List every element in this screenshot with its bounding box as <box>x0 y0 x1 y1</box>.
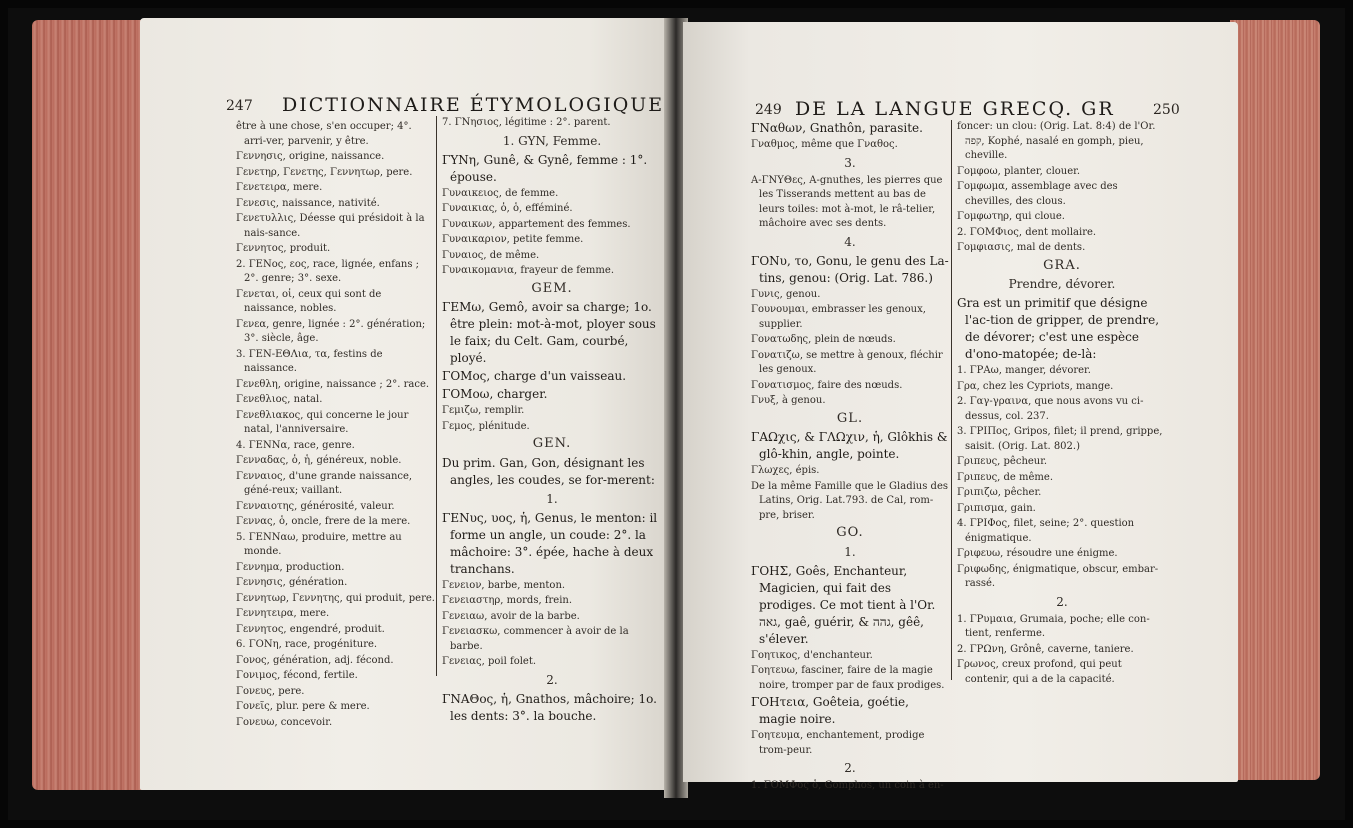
dictionary-entry: Γομφιασις, mal de dents. <box>957 242 1086 253</box>
dictionary-entry: Γοητευω, fasciner, faire de la magie noire, tromper par de faux prodiges. <box>751 665 945 691</box>
right-page-edges <box>1230 20 1320 780</box>
dictionary-entry: Γονατισμος, faire des nœuds. <box>751 379 903 391</box>
dictionary-entry: Γονευς, pere. <box>236 685 305 697</box>
dictionary-entry: 3. ΓΡΙΠος, Gripos, filet; il prend, grippe, saisit. (Orig. Lat. 802.) <box>957 426 1163 452</box>
dictionary-entry: Γενειαω, avoir de la barbe. <box>442 610 580 622</box>
dictionary-entry: Γυναικειος, de femme. <box>442 187 559 199</box>
dictionary-entry: Γεμιζω, remplir. <box>442 405 525 416</box>
dictionary-entry: Γενειας, poil folet. <box>442 656 537 667</box>
dictionary-entry: Γενεθλιος, natal. <box>236 394 323 405</box>
dictionary-entry: GEN. <box>532 436 572 451</box>
dictionary-entry: Γομφοω, planter, clouer. <box>957 165 1081 177</box>
dictionary-entry: ΓΑΩχις, & ΓΛΩχιν, ἡ, Glôkhis & glô-khin, angle, pointe. <box>751 430 948 461</box>
dictionary-entry: Γενειαστηρ, mords, frein. <box>442 595 573 606</box>
page-number: 247 <box>226 98 253 114</box>
dictionary-entry: ΓΕΝυς, υος, ἡ, Genus, le menton: il forme un angle, un coude: 2°. la mâchoire: 3°. épée, hache à deux tranchans. <box>442 510 658 576</box>
page-number-right: 250 <box>1153 102 1180 118</box>
dictionary-entry: Γενετυλλις, Déesse qui présidoit à la nais-sance. <box>236 213 425 239</box>
dictionary-entry: Γονατιζω, se mettre à genoux, fléchir les genoux. <box>751 349 943 375</box>
dictionary-entry: Γενετειρα, mere. <box>236 182 323 193</box>
dictionary-entry: Γενναιοτης, générosité, valeur. <box>236 500 395 512</box>
dictionary-entry: Γενειον, barbe, menton. <box>442 579 566 591</box>
dictionary-entry: Γριπιζω, pêcher. <box>957 487 1042 498</box>
dictionary-entry: Γενεθλη, origine, naissance ; 2°. race. <box>236 378 430 390</box>
dictionary-entry: 2. <box>844 761 856 775</box>
dictionary-entry: Γεννητωρ, Γεννητης, qui produit, pere. <box>236 592 435 604</box>
dictionary-entry: Γεμος, plénitude. <box>442 420 530 432</box>
dictionary-entry: Α-ΓΝΥΘες, A-gnuthes, les pierres que les Tisserands mettent au bas de leurs toiles: mot à-mot, le râ-telier, mâchoire avec ses dents. <box>751 174 943 229</box>
dictionary-entry: foncer: un clou: (Orig. Lat. 8:4) de l'Or. קפה, Kophé, nasalé en gomph, pieu, cheville. <box>957 121 1156 161</box>
dictionary-entry: être à une chose, s'en occuper; 4°. arri-ver, parvenir, y être. <box>236 121 412 147</box>
left-column-a <box>236 120 436 731</box>
dictionary-entry: Du prim. Gan, Gon, désignant les angles, les coudes, se for-merent: <box>442 455 655 487</box>
column-rule <box>436 116 437 676</box>
dictionary-entry: Γρα, chez les Cypriots, mange. <box>957 380 1114 392</box>
dictionary-entry: Γονατωδης, plein de nœuds. <box>751 334 896 345</box>
dictionary-entry: 2. Γαγ-γραινα, que nous avons vu ci-dessus, col. 237. <box>957 396 1144 422</box>
dictionary-entry: 2. <box>1056 594 1068 609</box>
dictionary-entry: 2. <box>546 672 558 687</box>
dictionary-entry: 1. <box>844 544 856 559</box>
dictionary-entry: GRA. <box>1043 257 1081 273</box>
dictionary-entry: Γριπισμα, gain. <box>957 502 1036 514</box>
dictionary-entry: Γυναικαριον, petite femme. <box>442 234 584 245</box>
dictionary-entry: Γυναιος, de même. <box>442 249 540 261</box>
dictionary-entry: 2. ΓΟΜΦιος, dent mollaire. <box>957 226 1097 238</box>
dictionary-entry: Γοητικος, d'enchanteur. <box>751 649 873 661</box>
dictionary-entry: Γονευω, concevoir. <box>236 716 333 728</box>
dictionary-entry: Prendre, dévorer. <box>1008 277 1116 291</box>
dictionary-entry: ΓΕΜω, Gemô, avoir sa charge; 1o. être plein: mot-à-mot, ployer sous le faix; du Celt. Gam, courbé, ployé. <box>442 300 656 365</box>
dictionary-entry: Γυναικομανια, frayeur de femme. <box>442 265 614 276</box>
dictionary-entry: Γονιμος, fécond, fertile. <box>236 670 358 681</box>
dictionary-entry: Γενειασκω, commencer à avoir de la barbe. <box>442 626 629 652</box>
dictionary-entry: 1. ΓΡυμαια, Grumaia, poche; elle con-tient, renferme. <box>957 613 1150 639</box>
dictionary-entry: Γομφωτηρ, qui cloue. <box>957 211 1065 222</box>
dictionary-entry: Γονος, génération, adj. fécond. <box>236 654 394 666</box>
dictionary-entry: Gra est un primitif que désigne l'ac-tion de gripper, de prendre, de dévorer; c'est une espèce d'ono-matopée; de-là: <box>957 296 1160 361</box>
dictionary-entry: Γεννημα, production. <box>236 561 345 573</box>
dictionary-entry: ΓΟΜος, charge d'un vaisseau. <box>442 369 627 383</box>
dictionary-entry: Γριπευς, pêcheur. <box>957 456 1048 467</box>
dictionary-entry: Γεννητος, produit. <box>236 243 331 254</box>
page-number-left: 249 <box>755 102 782 118</box>
dictionary-entry: 5. ΓΕΝΝαω, produire, mettre au monde. <box>236 531 402 557</box>
left-page <box>140 18 668 790</box>
dictionary-entry: GO. <box>836 525 864 540</box>
dictionary-entry: GEM. <box>531 280 573 296</box>
dictionary-entry: 7. ΓΝησιος, légitime : 2°. parent. <box>442 117 611 128</box>
dictionary-entry: ΓΟΝυ, το, Gonu, le genu des La-tins, genou: (Orig. Lat. 786.) <box>751 253 949 285</box>
right-column-b <box>957 120 1167 688</box>
dictionary-entry: Γεννησις, origine, naissance. <box>236 151 385 162</box>
dictionary-entry: 1. <box>546 491 558 506</box>
dictionary-entry: 1. GYN, Femme. <box>502 133 602 148</box>
dictionary-entry: Γνυξ, à genou. <box>751 395 826 406</box>
dictionary-entry: Γριπευς, de même. <box>957 471 1054 483</box>
left-page-edges <box>32 20 150 790</box>
dictionary-entry: Γοητευμα, enchantement, prodige trom-peur. <box>751 730 925 756</box>
dictionary-entry: ΓΝΑΘος, ἡ, Gnathos, mâchoire; 1o. les dents: 3°. la bouche. <box>442 691 657 723</box>
dictionary-entry: Γριφευω, résoudre une énigme. <box>957 548 1118 559</box>
dictionary-entry: Γλωχες, épis. <box>751 465 820 476</box>
dictionary-entry: Γυναικιας, ὁ, ὁ, efféminé. <box>442 203 573 214</box>
dictionary-entry: Γενναιος, d'une grande naissance, géné-reux; vaillant. <box>236 470 413 496</box>
dictionary-entry: Γονεῖς, plur. pere & mere. <box>236 701 370 712</box>
dictionary-entry: 2. ΓΕΝος, εος, race, lignée, enfans ; 2°. genre; 3°. sexe. <box>236 258 420 284</box>
dictionary-entry: Γρωνος, creux profond, qui peut contenir, qui a de la capacité. <box>957 659 1122 685</box>
dictionary-entry: Γενναδας, ὁ, ἡ, généreux, noble. <box>236 455 402 466</box>
dictionary-entry: Γεννας, ὁ, oncle, frere de la mere. <box>236 516 411 527</box>
dictionary-entry: 3. ΓΕΝ-ΕΘΛια, τα, festins de naissance. <box>236 348 383 374</box>
right-column-a <box>751 120 949 795</box>
dictionary-entry: Γναθμος, même que Γναθος. <box>751 139 898 150</box>
dictionary-entry: 3. <box>844 155 856 170</box>
dictionary-entry: 1. ΓΡΑω, manger, dévorer. <box>957 365 1091 376</box>
dictionary-entry: 6. ΓΟΝη, race, progéniture. <box>236 639 378 650</box>
dictionary-entry: ΓΝαθων, Gnathôn, parasite. <box>751 121 923 135</box>
dictionary-entry: Γενεται, οἱ, ceux qui sont de naissance, nobles. <box>236 288 382 314</box>
dictionary-entry: Γενεσις, naissance, nativité. <box>236 197 380 209</box>
dictionary-entry: ΓΟΗτεια, Goêteia, goétie, magie noire. <box>751 695 909 726</box>
dictionary-entry: GL. <box>836 410 864 426</box>
dictionary-entry: Γυνις, genou. <box>751 288 821 300</box>
running-head: DE LA LANGUE GRECQ. GR <box>795 98 1115 120</box>
dictionary-entry: 4. <box>844 234 856 249</box>
right-page <box>683 22 1238 791</box>
left-column-b <box>442 116 662 726</box>
dictionary-entry: Γεννητος, engendré, produit. <box>236 623 385 635</box>
dictionary-entry: Γενεθλιακος, qui concerne le jour natal, l'anniversaire. <box>236 409 409 435</box>
column-rule <box>951 120 952 680</box>
dictionary-entry: Γομφωμα, assemblage avec des chevilles, des clous. <box>957 181 1118 207</box>
dictionary-entry: 2. ΓΡΩνη, Grônê, caverne, taniere. <box>957 643 1134 655</box>
dictionary-entry: 1. ΓΟΜΦος ὁ, Gomphos, un coin à en- <box>751 780 944 791</box>
dictionary-entry: ΓΟΜοω, charger. <box>442 387 548 401</box>
dictionary-entry: ΓΟΗΣ, Goês, Enchanteur, Magicien, qui fait des prodiges. Ce mot tient à l'Or. גאה, gaê, guérir, & גהה, gêê, s'élever. <box>751 563 936 646</box>
dictionary-entry: 4. ΓΡΙΦος, filet, seine; 2°. question énigmatique. <box>957 518 1135 544</box>
dictionary-entry: ΓΥΝη, Gunê, & Gynê, femme : 1°. épouse. <box>442 152 648 184</box>
dictionary-entry: Γεννησις, génération. <box>236 577 348 588</box>
dictionary-entry: Γενετηρ, Γενετης, Γεννητωρ, pere. <box>236 166 413 178</box>
dictionary-entry: Γεννητειρα, mere. <box>236 608 330 619</box>
dictionary-entry: De la même Famille que le Gladius des Latins, Orig. Lat.793. de Cal, rom-pre, briser. <box>751 480 949 521</box>
dictionary-entry: Γουνουμαι, embrasser les genoux, supplier. <box>751 304 926 330</box>
dictionary-entry: 4. ΓΕΝΝα, race, genre. <box>236 439 355 451</box>
dictionary-entry: Γυναικων, appartement des femmes. <box>442 218 631 230</box>
running-head: DICTIONNAIRE ÉTYMOLOGIQUE <box>282 94 665 116</box>
dictionary-entry: Γριφωδης, énigmatique, obscur, embar-rassé. <box>957 563 1159 589</box>
dictionary-entry: Γενεα, genre, lignée : 2°. génération; 3°. siècle, âge. <box>236 318 426 344</box>
